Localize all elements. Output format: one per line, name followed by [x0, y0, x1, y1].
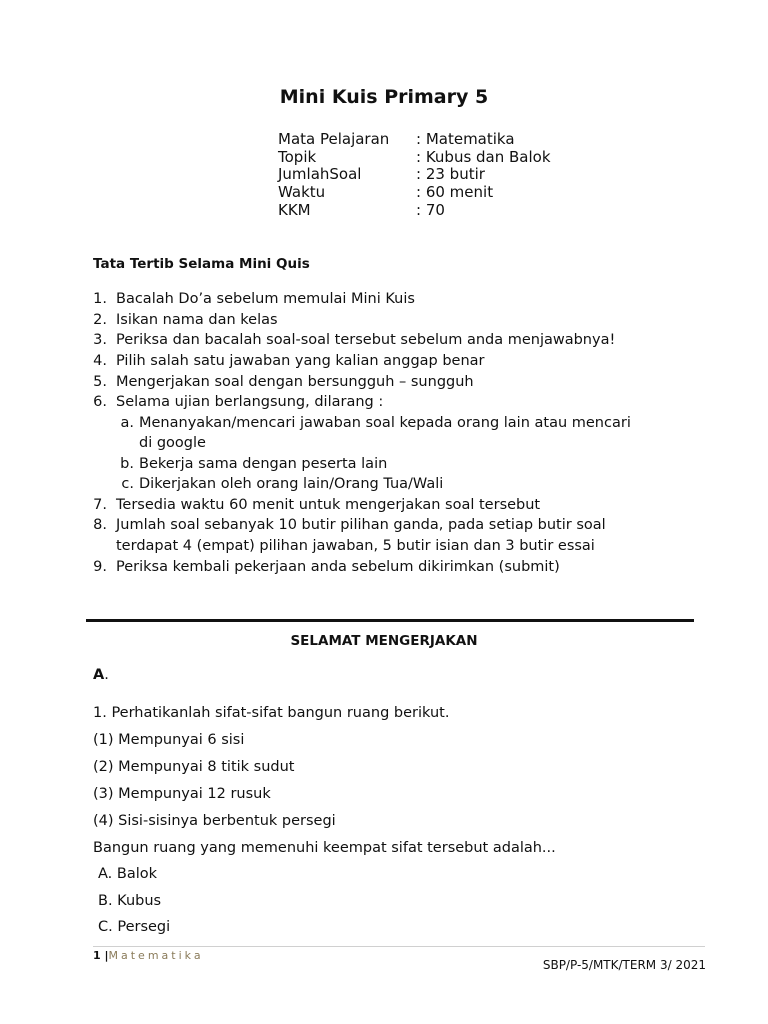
footer-code: SBP/P-5/MTK/TERM 3/ 2021: [542, 958, 706, 972]
footer-separator: |: [100, 949, 109, 962]
section-label: [93, 667, 109, 683]
meta-label-topic: Topik: [278, 148, 317, 166]
rule-text: Pilih salah satu jawaban yang kalian anggap benar: [116, 353, 485, 369]
greeting: SELAMAT MENGERJAKAN: [290, 633, 478, 649]
rule-number: 9.: [93, 559, 107, 575]
meta-value-count: : 23 butir: [416, 165, 485, 183]
rule-number: 3.: [93, 332, 107, 348]
question-property: (1) Mempunyai 6 sisi: [93, 732, 245, 748]
rule-text: Selama ujian berlangsung, dilarang :: [116, 394, 384, 410]
section-dot: .: [104, 667, 109, 683]
question-stem: 1. Perhatikanlah sifat-sifat bangun ruang berikut.: [93, 705, 450, 721]
meta-label-time: Waktu: [278, 183, 326, 201]
question-property: (3) Mempunyai 12 rusuk: [93, 786, 271, 802]
rule-text: Periksa dan bacalah soal-soal tersebut sebelum anda menjawabnya!: [116, 332, 616, 348]
rule-number: 5.: [93, 374, 107, 390]
rule-text: Bacalah Do’a sebelum memulai Mini Kuis: [116, 291, 415, 307]
page-number: 1: [93, 949, 101, 962]
rule-text: Isikan nama dan kelas: [116, 312, 278, 328]
meta-value-kkm: : 70: [416, 201, 445, 219]
rule-number: 4.: [93, 353, 107, 369]
question-property: (2) Mempunyai 8 titik sudut: [93, 759, 295, 775]
subrule-letter: b.: [120, 456, 134, 472]
rule-text: Mengerjakan soal dengan bersungguh – sungguh: [116, 374, 474, 390]
rule-number: 2.: [93, 312, 107, 328]
subrule-letter: c.: [121, 476, 134, 492]
meta-label-count: JumlahSoal: [278, 165, 362, 183]
rule-number: 7.: [93, 497, 107, 513]
page-title: Mini Kuis Primary 5: [279, 86, 489, 108]
rule-number: 1.: [93, 291, 107, 307]
question-prompt: Bangun ruang yang memenuhi keempat sifat tersebut adalah...: [93, 840, 556, 856]
question-property: (4) Sisi-sisinya berbentuk persegi: [93, 813, 336, 829]
footer-page: [93, 949, 204, 962]
answer-option-a[interactable]: A. Balok: [98, 866, 158, 882]
subrule-letter: a.: [120, 415, 134, 431]
subrule-text-continued: di google: [139, 435, 206, 451]
answer-option-c[interactable]: C. Persegi: [98, 919, 171, 935]
footer-subject: Matematika: [108, 949, 204, 962]
answer-option-b[interactable]: B. Kubus: [98, 893, 162, 909]
rule-text: Tersedia waktu 60 menit untuk mengerjakan soal tersebut: [116, 497, 541, 513]
meta-value-subject: : Matematika: [416, 130, 515, 148]
section-letter: A: [93, 667, 105, 683]
footer-divider: [93, 946, 705, 947]
meta-label-subject: Mata Pelajaran: [278, 130, 390, 148]
rule-number: 8.: [93, 517, 107, 533]
meta-label-kkm: KKM: [278, 201, 311, 219]
rule-number: 6.: [93, 394, 107, 410]
section-divider: [86, 619, 694, 622]
subrule-text: Dikerjakan oleh orang lain/Orang Tua/Wali: [139, 476, 444, 492]
rule-text-continued: terdapat 4 (empat) pilihan jawaban, 5 butir isian dan 3 butir essai: [116, 538, 595, 554]
subrule-text: Menanyakan/mencari jawaban soal kepada orang lain atau mencari: [139, 415, 631, 431]
rules-heading: Tata Tertib Selama Mini Quis: [93, 256, 310, 272]
subrule-text: Bekerja sama dengan peserta lain: [139, 456, 388, 472]
meta-value-topic: : Kubus dan Balok: [416, 148, 551, 166]
rule-text: Jumlah soal sebanyak 10 butir pilihan ganda, pada setiap butir soal: [116, 517, 606, 533]
rule-text: Periksa kembali pekerjaan anda sebelum dikirimkan (submit): [116, 559, 560, 575]
meta-value-time: : 60 menit: [416, 183, 494, 201]
